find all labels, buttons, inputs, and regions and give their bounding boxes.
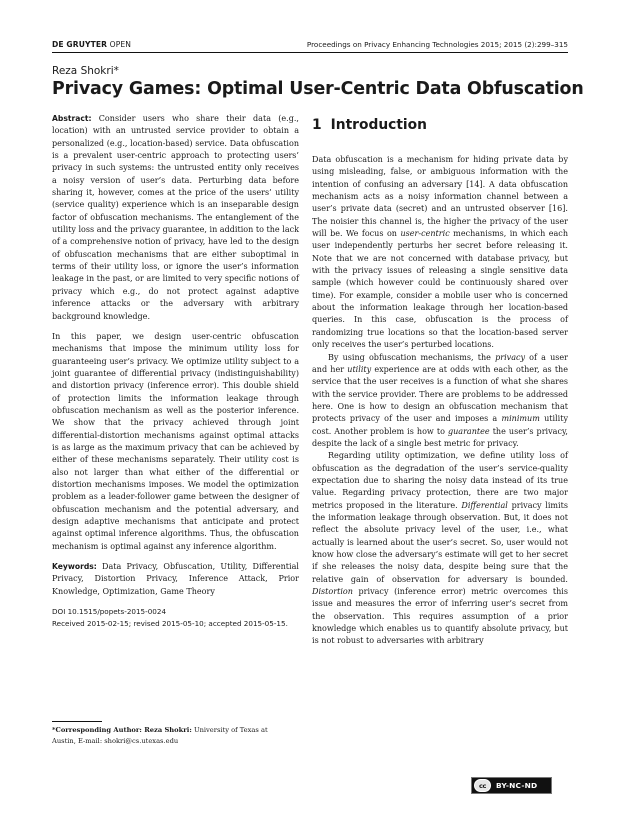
- license-label: BY-NC-ND: [496, 781, 538, 790]
- received-dates: Received 2015-02-15; revised 2015-05-10; accepted 2015-05-15.: [52, 619, 288, 629]
- journal-citation: Proceedings on Privacy Enhancing Technologies 2015; 2015 (2):299–315: [306, 40, 568, 49]
- keywords-text: Data Privacy, Obfuscation, Utility, Differential Privacy, Distortion Privacy, Inference Attack, Prior Knowledge, Optimization, Game Theory: [52, 562, 299, 596]
- header-rule: [52, 52, 568, 53]
- intro-p3-c: privacy (inference error) metric overcomes this issue and measures the error of inferring user’s secret from the observation. This requires assumption of a prior knowledge which enables us to quantify absolute privacy, but is not robust to adversaries with arbitrary: [312, 587, 568, 646]
- keywords: [52, 561, 299, 598]
- footnote-label: *Corresponding Author: Reza Shokri:: [52, 726, 192, 734]
- intro-paragraph-3: [312, 450, 568, 648]
- intro-p2-b: of a user and her: [312, 352, 569, 374]
- intro-p2-e: the user’s privacy, despite the lack of a single best metric for privacy.: [312, 426, 568, 448]
- abstract-text-1: Consider users who share their data (e.g., location) with an untrusted service provider to obtain a personalized (e.g., location-based) service. Data obfuscation is a prevalent user-centric approach to protecting users’ privacy in such systems: the untrusted entity only receives a noisy version of user’s data. Perturbing data before sharing it, however, comes at the price of the users’ utility (service quality) experience which is an inseparable design factor of obfuscation mechanisms. The entanglement of the utility loss and the privacy guarantee, in addition to the lack of a comprehensive notion of privacy, have led to the design of obfuscation mechanisms that are either suboptimal in terms of their utility loss, or ignore the user’s information leakage in the past, or are limited to very specific notions of privacy which e.g., do not protect against adaptive inference attacks or the adversary with arbitrary background knowledge.: [52, 114, 299, 321]
- intro-p3-em2: Distortion: [312, 587, 353, 597]
- intro-p1-rest: mechanisms, in which each user independently perturbs her secret before releasing it. Note that we are not concerned with database privacy, but with the privacy issues of releasing a single sensitive data sample (which however could be continuously shared over time). For example, consider a mobile user who is concerned about the information leakage through her location-based queries. In this case, obfuscation is the process of randomizing true locations so that the location-based server only receives the user’s perturbed locations.: [312, 229, 568, 350]
- abstract-paragraph-2: In this paper, we design user-centric obfuscation mechanisms that impose the minimum utility loss for guaranteeing user’s privacy. We optimize utility subject to a joint guarantee of differential privacy (indistinguishability) and distortion privacy (inference error). This double shield of protection limits the information leakage through obfuscation mechanism as well as the posterior inference. We show that the privacy achieved through joint differential-distortion mechanisms against optimal attacks is as large as the maximum privacy that can be achieved by either of these mechanisms separately. Their utility cost is also not larger than what either of the differential or distortion mechanisms imposes. We model the optimization problem as a leader-follower game between the designer of obfuscation mechanism and the potential adversary, and design adaptive mechanisms that anticipate and protect against optimal inference algorithms. Thus, the obfuscation mechanism is optimal against any inference algorithm.: [52, 331, 299, 551]
- footnote-text: University of Texas at Austin, E-mail: shokri@cs.utexas.edu: [52, 726, 268, 745]
- publisher-rest: OPEN: [107, 40, 132, 49]
- intro-p1-text: Data obfuscation is a mechanism for hiding private data by using misleading, false, or ambiguous information with the intention of confusing an adversary [14]. A data obfuscation mechanism acts as a noisy information channel between a user’s private data (secret) and an untrusted observer [16]. The noisier this channel is, the higher the privacy of the user will be. We focus on: [312, 155, 568, 239]
- intro-paragraph-2: [312, 352, 568, 451]
- creative-commons-icon: cc: [474, 779, 491, 792]
- intro-p2-a: By using obfuscation mechanisms, the: [328, 352, 496, 362]
- corresponding-author-footnote: [52, 725, 282, 746]
- section-title: Introduction: [330, 117, 427, 133]
- intro-paragraph-1: [312, 154, 568, 352]
- left-column: [52, 113, 299, 630]
- keywords-label: Keywords:: [52, 562, 97, 572]
- intro-p2-d: utility cost. Another problem is how to: [312, 414, 568, 436]
- section-number: 1: [312, 117, 322, 133]
- intro-p3-b: privacy limits the information leakage through observation. But, it does not reflect the absolute privacy level of the user, i.e., what actually is learned about the user’s secret. So, user would not know how close the adversary’s estimate will get to her secret if she releases the noisy data, despite being sure that the relative gain of observation for adversary is bounded.: [312, 500, 568, 584]
- intro-p2-em1: privacy: [495, 352, 526, 362]
- footnote-rule: [52, 721, 102, 722]
- intro-p3-a: Regarding utility optimization, we define utility loss of obfuscation as the degradation of the user’s service-quality expectation due to sharing the noisy data instead of its true value. Regarding privacy protection, there are two major metrics proposed in the literature.: [312, 451, 568, 510]
- abstract-label: Abstract:: [52, 114, 92, 123]
- intro-p1-emphasis: user-centric: [400, 229, 450, 239]
- author-name: Reza Shokri*: [52, 65, 119, 77]
- section-heading: [312, 116, 568, 134]
- intro-p2-em4: guarantee: [447, 426, 490, 436]
- running-head: [52, 38, 568, 52]
- doi[interactable]: DOI 10.1515/popets-2015-0024: [52, 607, 167, 617]
- intro-p2-em3: minimum: [501, 414, 540, 424]
- publisher-bold: DE GRUYTER: [52, 40, 108, 49]
- publisher-name: [52, 40, 131, 49]
- right-column: [312, 112, 568, 648]
- cc-license-badge[interactable]: [471, 777, 552, 794]
- intro-p3-em1: Differential: [461, 500, 508, 510]
- intro-p2-em2: utility: [347, 364, 372, 374]
- intro-p2-c: experience are at odds with each other, as the service that the user receives is a function of what she shares with the service provider. There are problems to be addressed here. One is how to design an obfuscation mechanism that protects privacy of the user and imposes a: [312, 364, 569, 424]
- paper-title: Privacy Games: Optimal User-Centric Data Obfuscation: [52, 79, 584, 99]
- abstract-paragraph-1: [52, 113, 299, 323]
